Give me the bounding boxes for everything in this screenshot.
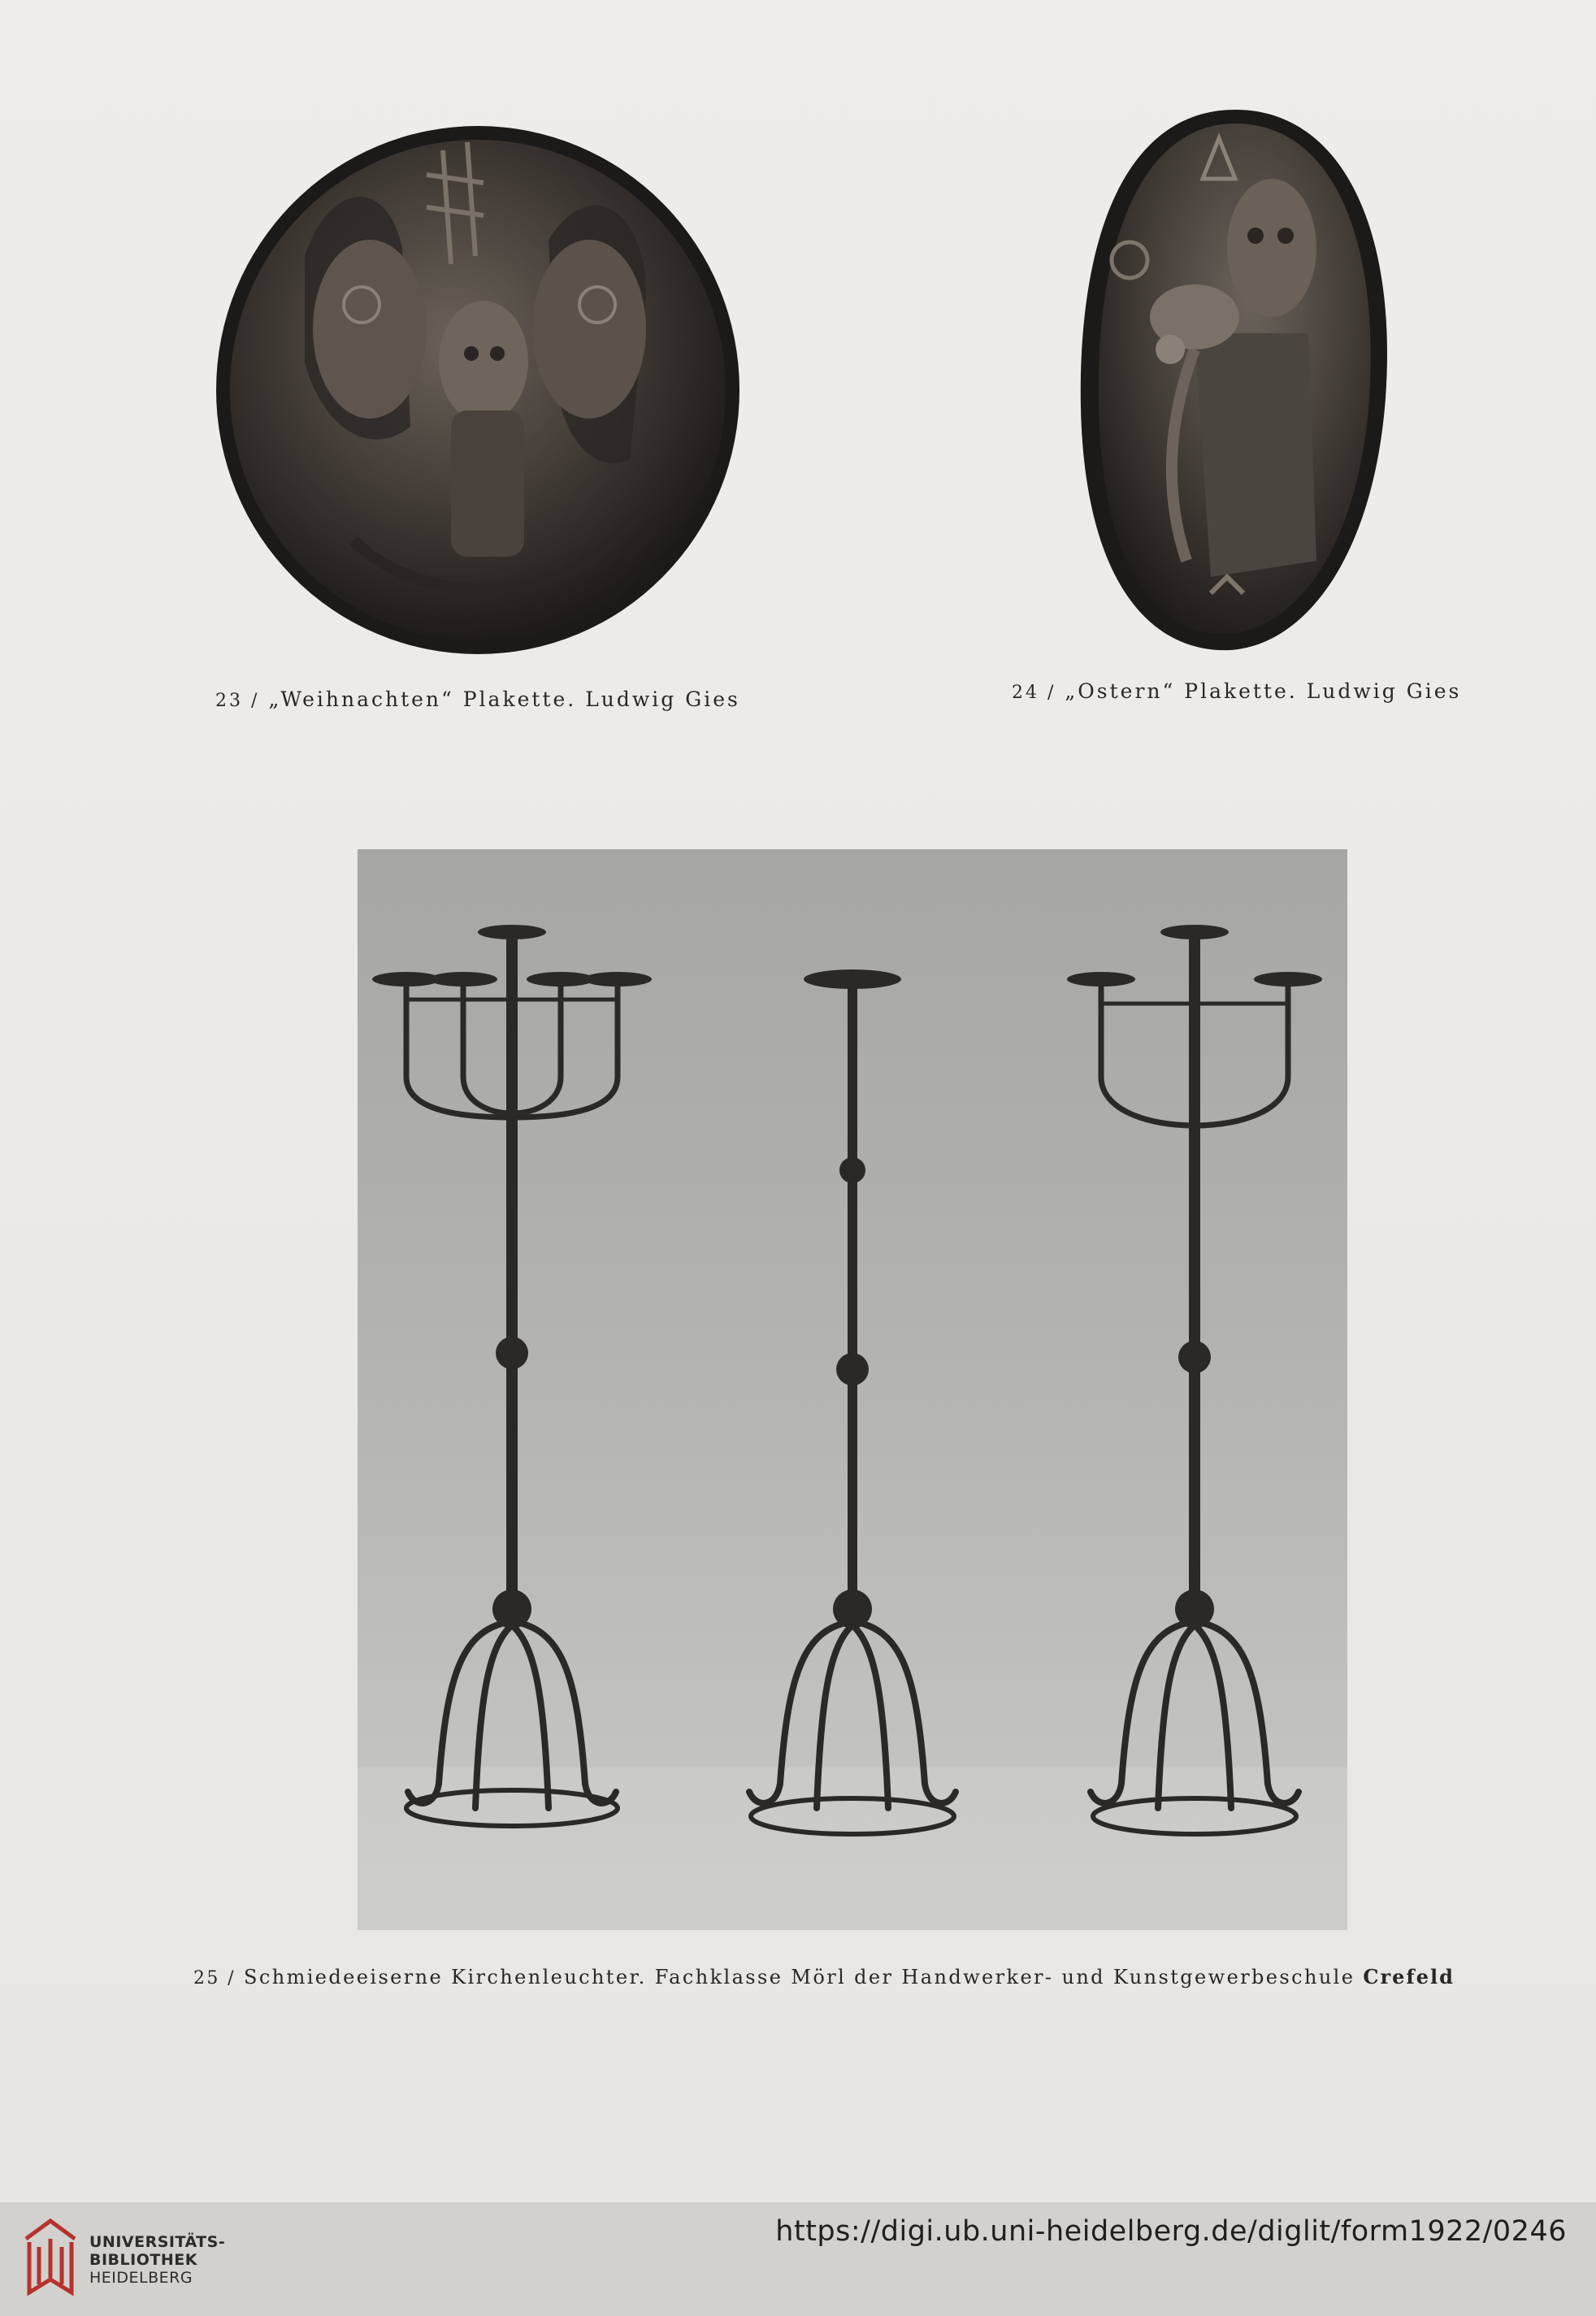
library-name bbox=[89, 2233, 225, 2287]
figure-23-text: „Weihnachten“ Plakette. Ludwig Gies bbox=[259, 687, 740, 711]
university-library-logo-icon bbox=[18, 2214, 83, 2301]
library-name-line2: BIBLIOTHEK bbox=[89, 2251, 197, 2269]
ostern-plaque-image bbox=[1073, 106, 1398, 658]
figure-24-caption bbox=[1012, 679, 1461, 703]
figure-25-text-bold: Crefeld bbox=[1363, 1965, 1455, 1989]
figure-25-text: Schmiedeeiserne Kirchenleuchter. Fachklasse Mörl der Handwerker- und Kunstgewerbeschule bbox=[236, 1966, 1364, 1989]
weihnachten-plaque-image bbox=[207, 118, 744, 670]
document-url-link[interactable]: https://digi.ub.uni-heidelberg.de/diglit/form1922/0246 bbox=[775, 2215, 1567, 2248]
figure-25-caption bbox=[193, 1965, 1455, 1989]
candlesticks-illustration bbox=[358, 849, 1347, 1930]
library-name-line1: UNIVERSITÄTS- bbox=[89, 2233, 226, 2251]
figure-25-number: 25 / bbox=[193, 1968, 236, 1989]
figure-24-number: 24 / bbox=[1012, 683, 1056, 703]
figure-23-number: 23 / bbox=[215, 691, 260, 711]
candlesticks-photo bbox=[358, 849, 1347, 1930]
figure-24-text: „Ostern“ Plakette. Ludwig Gies bbox=[1056, 679, 1462, 703]
library-name-line3: HEIDELBERG bbox=[89, 2269, 193, 2287]
figure-23-caption bbox=[215, 687, 740, 711]
